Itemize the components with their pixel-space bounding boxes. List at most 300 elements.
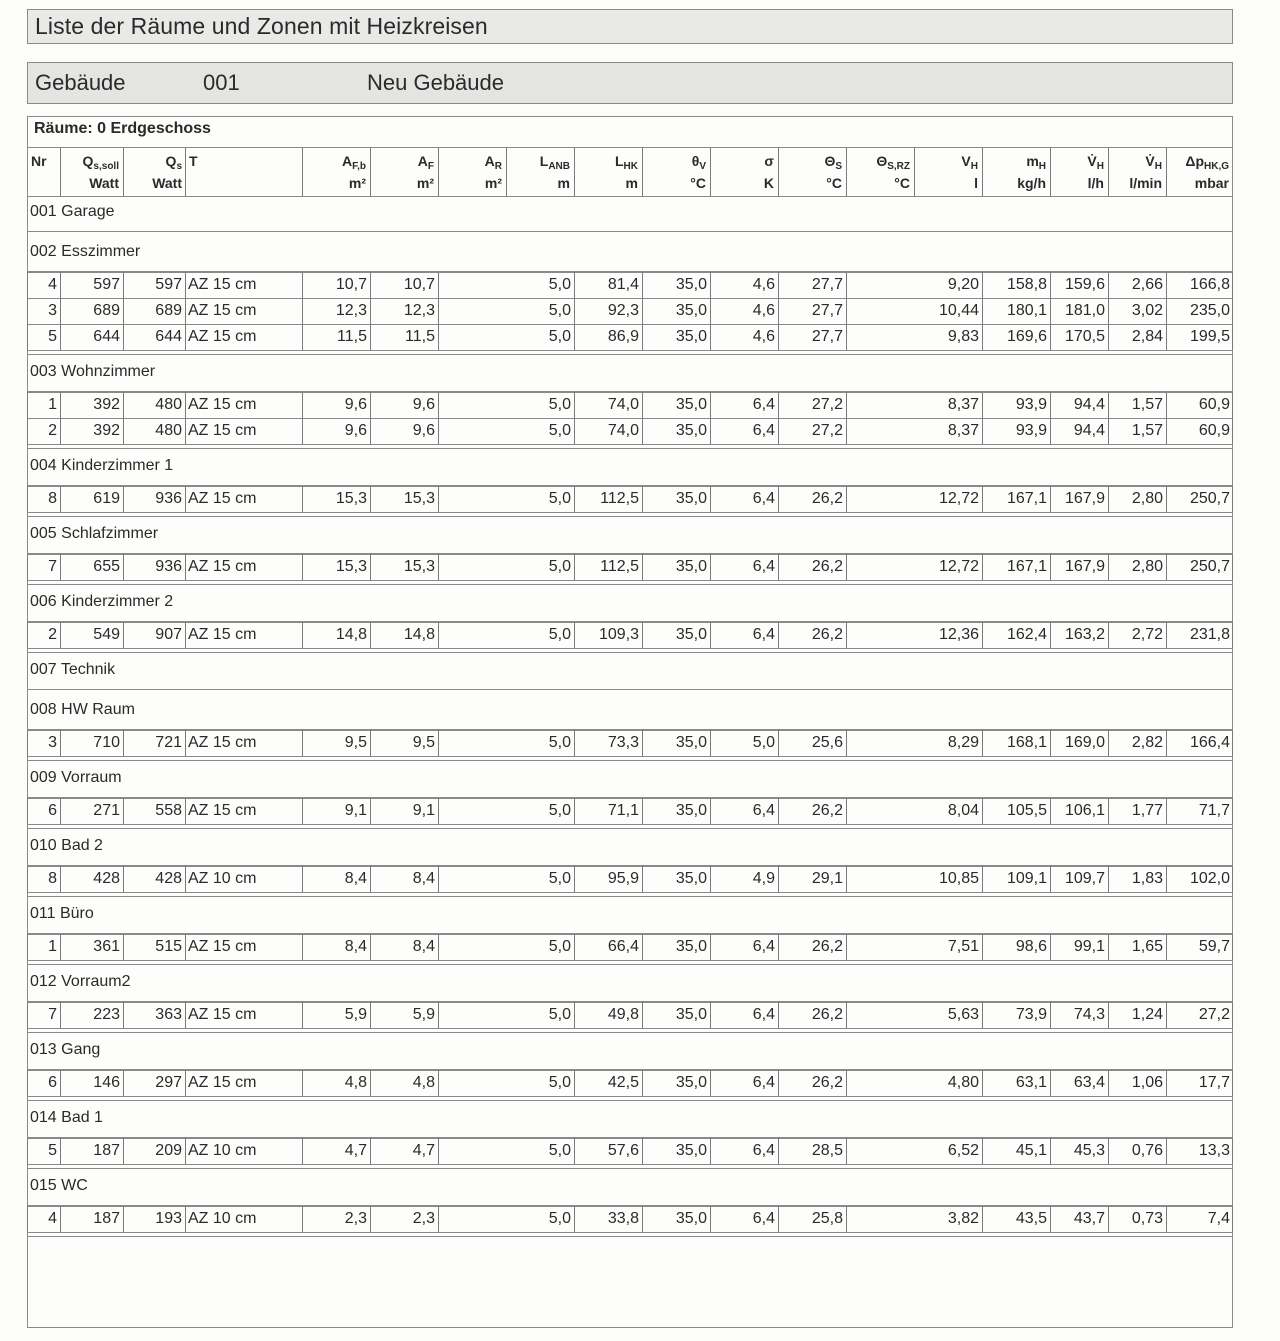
- column-divider: [27, 1070, 28, 1096]
- column-divider: [438, 1206, 439, 1232]
- cell-af: 9,5: [412, 734, 435, 751]
- column-divider: [438, 392, 439, 444]
- column-divider: [1050, 1206, 1051, 1232]
- cell-vh-dot-lh: 74,3: [1073, 1006, 1105, 1023]
- column-divider: [27, 730, 28, 756]
- row-top-rule: [27, 1070, 1233, 1071]
- cell-qs-soll: 187: [93, 1142, 120, 1159]
- cell-lanb: 5,0: [548, 558, 571, 575]
- cell-qs-soll: 644: [93, 328, 120, 345]
- cell-lhk: 109,3: [598, 626, 639, 643]
- cell-af-b: 5,9: [344, 1006, 367, 1023]
- cell-vh: 8,29: [947, 734, 979, 751]
- column-divider: [27, 1002, 28, 1028]
- cell-nr: 3: [48, 302, 57, 319]
- column-divider: [778, 272, 779, 350]
- cell-nr: 7: [48, 558, 57, 575]
- column-divider: [27, 486, 28, 512]
- header-column-divider: [123, 148, 124, 196]
- column-divider: [846, 554, 847, 580]
- column-divider: [710, 486, 711, 512]
- cell-theta-v: 35,0: [675, 1142, 707, 1159]
- col-header-t: T: [189, 153, 198, 169]
- column-divider: [1108, 1206, 1109, 1232]
- cell-theta-v: 35,0: [675, 276, 707, 293]
- column-divider: [185, 486, 186, 512]
- column-divider: [1232, 622, 1233, 648]
- column-divider: [642, 866, 643, 892]
- column-divider: [846, 622, 847, 648]
- column-divider: [574, 272, 575, 350]
- cell-af: 10,7: [403, 276, 435, 293]
- cell-t: AZ 15 cm: [188, 276, 257, 293]
- column-divider: [1166, 272, 1167, 350]
- cell-vh: 4,80: [947, 1074, 979, 1091]
- column-divider: [438, 1138, 439, 1164]
- cell-sigma: 6,4: [752, 1074, 775, 1091]
- cell-lhk: 81,4: [607, 276, 639, 293]
- cell-theta-v: 35,0: [675, 396, 707, 413]
- column-divider: [642, 798, 643, 824]
- col-header-vh-dot-lmin: $V̇_H$ l/min: [1129, 153, 1162, 191]
- room-block-rule: [27, 1032, 1233, 1033]
- cell-vh: 6,52: [947, 1142, 979, 1159]
- column-divider: [302, 1206, 303, 1232]
- row-top-rule: [27, 1138, 1233, 1139]
- column-divider: [185, 1070, 186, 1096]
- cell-af-b: 4,8: [344, 1074, 367, 1091]
- cell-qs-soll: 392: [93, 396, 120, 413]
- column-divider: [642, 486, 643, 512]
- cell-dp: 13,3: [1198, 1142, 1230, 1159]
- column-divider: [574, 1002, 575, 1028]
- column-divider: [778, 1206, 779, 1232]
- col-header-qs: $Q_s$ Watt: [152, 153, 182, 191]
- cell-mh: 167,1: [1006, 558, 1047, 575]
- column-divider: [642, 730, 643, 756]
- cell-qs-soll: 271: [93, 802, 120, 819]
- cell-dp: 231,8: [1189, 626, 1230, 643]
- column-divider: [1108, 866, 1109, 892]
- row-bottom-rule: [27, 1096, 1233, 1097]
- building-name: Neu Gebäude: [367, 70, 504, 95]
- cell-lanb: 5,0: [548, 1006, 571, 1023]
- room-label: 004 Kinderzimmer 1: [30, 457, 174, 474]
- col-header-qs-soll: $Q_{s,soll}$ Watt: [82, 153, 119, 191]
- row-top-rule: [27, 866, 1233, 867]
- cell-lanb: 5,0: [548, 302, 571, 319]
- col-header-af: $A_F$ m²: [416, 153, 434, 191]
- column-divider: [982, 798, 983, 824]
- room-block-rule: [27, 1168, 1233, 1169]
- cell-mh: 43,5: [1015, 1210, 1047, 1227]
- cell-af-b: 8,4: [344, 870, 367, 887]
- room-block-rule: [27, 652, 1233, 653]
- cell-nr: 6: [48, 802, 57, 819]
- column-divider: [123, 1138, 124, 1164]
- room-label: 010 Bad 2: [30, 837, 103, 854]
- col-header-vh: $V_H$ l: [961, 153, 978, 191]
- column-divider: [574, 1138, 575, 1164]
- cell-lhk: 92,3: [607, 302, 639, 319]
- cell-qs: 480: [155, 422, 182, 439]
- cell-theta-s: 25,8: [811, 1210, 843, 1227]
- column-divider: [982, 486, 983, 512]
- column-divider: [302, 730, 303, 756]
- column-divider: [302, 1002, 303, 1028]
- cell-qs: 597: [155, 276, 182, 293]
- cell-t: AZ 10 cm: [188, 1210, 257, 1227]
- cell-sigma: 6,4: [752, 422, 775, 439]
- column-divider: [1050, 1070, 1051, 1096]
- column-divider: [123, 866, 124, 892]
- cell-af: 15,3: [403, 490, 435, 507]
- column-divider: [1166, 866, 1167, 892]
- cell-vh: 12,72: [938, 558, 979, 575]
- row-top-rule: [27, 730, 1233, 731]
- cell-qs: 428: [155, 870, 182, 887]
- column-divider: [370, 1070, 371, 1096]
- header-column-divider: [710, 148, 711, 196]
- cell-vh: 8,37: [947, 396, 979, 413]
- column-divider: [1050, 272, 1051, 350]
- col-header-lhk: $L_{HK}$ m: [614, 153, 638, 191]
- cell-lanb: 5,0: [548, 938, 571, 955]
- room-block-rule: [27, 760, 1233, 761]
- cell-sigma: 6,4: [752, 490, 775, 507]
- cell-vh-dot-lmin: 1,06: [1131, 1074, 1163, 1091]
- cell-vh: 12,72: [938, 490, 979, 507]
- cell-vh: 3,82: [947, 1210, 979, 1227]
- column-divider: [778, 486, 779, 512]
- cell-vh-dot-lh: 106,1: [1064, 802, 1105, 819]
- column-divider: [846, 934, 847, 960]
- cell-nr: 8: [48, 870, 57, 887]
- column-divider: [370, 798, 371, 824]
- row-bottom-rule: [27, 512, 1233, 513]
- column-divider: [123, 730, 124, 756]
- row-top-rule: [27, 298, 1233, 299]
- cell-mh: 105,5: [1006, 802, 1047, 819]
- column-divider: [778, 798, 779, 824]
- column-divider: [27, 392, 28, 444]
- cell-theta-v: 35,0: [675, 734, 707, 751]
- cell-sigma: 6,4: [752, 802, 775, 819]
- cell-theta-v: 35,0: [675, 626, 707, 643]
- cell-lhk: 49,8: [607, 1006, 639, 1023]
- room-block-rule: [27, 964, 1233, 965]
- room-block-rule: [27, 448, 1233, 449]
- cell-theta-s: 28,5: [811, 1142, 843, 1159]
- row-top-rule: [27, 486, 1233, 487]
- row-bottom-rule: [27, 960, 1233, 961]
- cell-qs-soll: 187: [93, 1210, 120, 1227]
- cell-theta-s: 26,2: [811, 1074, 843, 1091]
- column-divider: [1050, 554, 1051, 580]
- column-divider: [982, 1206, 983, 1232]
- cell-sigma: 6,4: [752, 1210, 775, 1227]
- cell-sigma: 5,0: [752, 734, 775, 751]
- room-block-rule: [27, 1100, 1233, 1101]
- column-divider: [123, 392, 124, 444]
- cell-theta-s: 26,2: [811, 490, 843, 507]
- cell-af: 11,5: [405, 328, 435, 345]
- column-divider: [1050, 1138, 1051, 1164]
- col-header-theta-s: $\Theta_S$ °C: [824, 153, 842, 191]
- room-label: 012 Vorraum2: [30, 973, 131, 990]
- column-divider: [1232, 486, 1233, 512]
- cell-vh-dot-lmin: 1,83: [1131, 870, 1163, 887]
- cell-vh-dot-lh: 94,4: [1073, 396, 1105, 413]
- column-divider: [302, 934, 303, 960]
- header-column-divider: [778, 148, 779, 196]
- cell-t: AZ 15 cm: [188, 490, 257, 507]
- cell-theta-s: 27,2: [811, 422, 843, 439]
- cell-qs-soll: 549: [93, 626, 120, 643]
- cell-af-b: 12,3: [335, 302, 367, 319]
- cell-qs: 689: [155, 302, 182, 319]
- column-divider: [370, 392, 371, 444]
- room-label: 009 Vorraum: [30, 769, 122, 786]
- column-divider: [710, 272, 711, 350]
- column-divider: [982, 392, 983, 444]
- column-divider: [1108, 392, 1109, 444]
- column-divider: [370, 272, 371, 350]
- cell-vh: 9,20: [947, 276, 979, 293]
- row-bottom-rule: [27, 350, 1233, 351]
- column-divider: [438, 798, 439, 824]
- cell-lanb: 5,0: [548, 422, 571, 439]
- column-divider: [1166, 798, 1167, 824]
- cell-sigma: 4,9: [752, 870, 775, 887]
- row-bottom-rule: [27, 648, 1233, 649]
- column-divider: [1166, 486, 1167, 512]
- header-column-divider: [438, 148, 439, 196]
- cell-vh-dot-lmin: 1,24: [1131, 1006, 1163, 1023]
- column-divider: [438, 272, 439, 350]
- column-divider: [642, 554, 643, 580]
- row-top-rule: [27, 798, 1233, 799]
- cell-theta-v: 35,0: [675, 558, 707, 575]
- header-column-divider: [302, 148, 303, 196]
- column-divider: [710, 622, 711, 648]
- cell-mh: 93,9: [1015, 422, 1047, 439]
- header-column-divider: [185, 148, 186, 196]
- column-divider: [1232, 392, 1233, 444]
- column-divider: [574, 1206, 575, 1232]
- column-divider: [1232, 866, 1233, 892]
- column-divider: [710, 1206, 711, 1232]
- cell-vh-dot-lh: 167,9: [1064, 490, 1105, 507]
- column-divider: [1108, 1138, 1109, 1164]
- cell-qs: 480: [155, 396, 182, 413]
- column-divider: [642, 272, 643, 350]
- cell-vh: 9,83: [947, 328, 979, 345]
- cell-dp: 235,0: [1189, 302, 1230, 319]
- column-divider: [60, 934, 61, 960]
- cell-lanb: 5,0: [548, 734, 571, 751]
- column-divider: [60, 1138, 61, 1164]
- header-column-divider: [370, 148, 371, 196]
- column-divider: [1108, 272, 1109, 350]
- cell-vh-dot-lh: 163,2: [1064, 626, 1105, 643]
- cell-vh-dot-lh: 167,9: [1064, 558, 1105, 575]
- room-label-rule: [27, 689, 1233, 690]
- cell-af: 9,6: [412, 422, 435, 439]
- row-bottom-rule: [27, 580, 1233, 581]
- column-divider: [846, 798, 847, 824]
- column-divider: [302, 866, 303, 892]
- cell-af-b: 8,4: [344, 938, 367, 955]
- header-column-divider: [60, 148, 61, 196]
- col-header-vh-dot-lh: $V̇_H$ l/h: [1087, 153, 1104, 191]
- cell-nr: 6: [48, 1074, 57, 1091]
- column-divider: [1108, 554, 1109, 580]
- row-top-rule: [27, 1206, 1233, 1207]
- cell-t: AZ 15 cm: [188, 1006, 257, 1023]
- cell-lhk: 71,1: [607, 802, 639, 819]
- column-divider: [185, 798, 186, 824]
- column-divider: [370, 1002, 371, 1028]
- cell-af: 9,6: [412, 396, 435, 413]
- cell-theta-s: 27,7: [811, 328, 843, 345]
- cell-theta-s: 26,2: [811, 938, 843, 955]
- cell-theta-s: 27,7: [811, 302, 843, 319]
- building-label: Gebäude: [35, 70, 126, 95]
- room-block-rule: [27, 354, 1233, 355]
- column-divider: [370, 1138, 371, 1164]
- cell-theta-v: 35,0: [675, 870, 707, 887]
- column-divider: [710, 934, 711, 960]
- cell-theta-v: 35,0: [675, 1210, 707, 1227]
- cell-sigma: 6,4: [752, 626, 775, 643]
- cell-vh-dot-lmin: 0,73: [1131, 1210, 1163, 1227]
- column-divider: [60, 1002, 61, 1028]
- cell-af-b: 4,7: [344, 1142, 367, 1159]
- cell-t: AZ 15 cm: [188, 938, 257, 955]
- column-divider: [1108, 1070, 1109, 1096]
- column-divider: [846, 1070, 847, 1096]
- column-divider: [1050, 934, 1051, 960]
- room-block-rule: [27, 896, 1233, 897]
- column-divider: [1166, 1206, 1167, 1232]
- header-column-divider: [1108, 148, 1109, 196]
- column-divider: [574, 934, 575, 960]
- room-label: 008 HW Raum: [30, 701, 135, 718]
- room-label: 011 Büro: [30, 905, 94, 922]
- cell-af-b: 9,6: [344, 422, 367, 439]
- cell-dp: 250,7: [1189, 490, 1230, 507]
- cell-af-b: 11,5: [337, 328, 367, 345]
- row-bottom-rule: [27, 1232, 1233, 1233]
- column-divider: [27, 622, 28, 648]
- cell-lhk: 86,9: [607, 328, 639, 345]
- building-header: [27, 62, 1233, 104]
- col-header-dp: $\Delta p_{HK,G}$ mbar: [1185, 153, 1229, 191]
- column-divider: [846, 272, 847, 350]
- cell-vh-dot-lh: 94,4: [1073, 422, 1105, 439]
- cell-mh: 73,9: [1015, 1006, 1047, 1023]
- row-bottom-rule: [27, 892, 1233, 893]
- room-label: 013 Gang: [30, 1041, 101, 1058]
- cell-qs-soll: 428: [93, 870, 120, 887]
- header-bottom-rule: [27, 196, 1233, 197]
- cell-theta-s: 26,2: [811, 1006, 843, 1023]
- cell-mh: 109,1: [1006, 870, 1047, 887]
- row-top-rule: [27, 1002, 1233, 1003]
- column-divider: [778, 730, 779, 756]
- cell-qs-soll: 689: [93, 302, 120, 319]
- cell-af-b: 2,3: [344, 1210, 367, 1227]
- cell-theta-v: 35,0: [675, 422, 707, 439]
- cell-vh-dot-lh: 170,5: [1064, 328, 1105, 345]
- cell-qs: 363: [155, 1006, 182, 1023]
- column-divider: [982, 1138, 983, 1164]
- room-block-rule: [27, 584, 1233, 585]
- column-divider: [1050, 730, 1051, 756]
- column-divider: [60, 1206, 61, 1232]
- cell-af: 8,4: [412, 938, 435, 955]
- column-divider: [1050, 866, 1051, 892]
- column-divider: [1166, 730, 1167, 756]
- cell-mh: 98,6: [1015, 938, 1047, 955]
- cell-qs-soll: 223: [93, 1006, 120, 1023]
- col-header-ar: $A_R$ m²: [484, 153, 502, 191]
- cell-lhk: 57,6: [607, 1142, 639, 1159]
- cell-qs: 936: [155, 490, 182, 507]
- column-divider: [574, 486, 575, 512]
- cell-af-b: 10,7: [335, 276, 367, 293]
- column-divider: [60, 272, 61, 350]
- cell-vh-dot-lmin: 2,72: [1131, 626, 1163, 643]
- cell-lhk: 95,9: [607, 870, 639, 887]
- cell-vh-dot-lmin: 2,84: [1131, 328, 1163, 345]
- cell-sigma: 4,6: [752, 328, 775, 345]
- column-divider: [574, 554, 575, 580]
- cell-af: 9,1: [412, 802, 435, 819]
- cell-qs: 193: [155, 1210, 182, 1227]
- cell-t: AZ 15 cm: [188, 328, 257, 345]
- cell-sigma: 4,6: [752, 302, 775, 319]
- cell-mh: 63,1: [1015, 1074, 1047, 1091]
- cell-af-b: 9,1: [344, 802, 367, 819]
- cell-vh-dot-lh: 63,4: [1073, 1074, 1105, 1091]
- cell-lanb: 5,0: [548, 1142, 571, 1159]
- room-block-rule: [27, 516, 1233, 517]
- cell-nr: 4: [48, 1210, 57, 1227]
- column-divider: [1232, 1206, 1233, 1232]
- cell-vh-dot-lh: 169,0: [1064, 734, 1105, 751]
- cell-dp: 71,7: [1198, 802, 1230, 819]
- cell-vh: 8,37: [947, 422, 979, 439]
- column-divider: [846, 1002, 847, 1028]
- column-divider: [438, 1002, 439, 1028]
- column-divider: [778, 622, 779, 648]
- column-divider: [185, 1206, 186, 1232]
- cell-qs-soll: 361: [93, 938, 120, 955]
- header-column-divider: [846, 148, 847, 196]
- cell-lhk: 74,0: [607, 396, 639, 413]
- cell-nr: 7: [48, 1006, 57, 1023]
- column-divider: [370, 866, 371, 892]
- cell-t: AZ 15 cm: [188, 422, 257, 439]
- column-divider: [778, 554, 779, 580]
- cell-mh: 167,1: [1006, 490, 1047, 507]
- cell-theta-v: 35,0: [675, 328, 707, 345]
- cell-vh: 10,44: [938, 302, 979, 319]
- column-divider: [123, 554, 124, 580]
- column-divider: [710, 866, 711, 892]
